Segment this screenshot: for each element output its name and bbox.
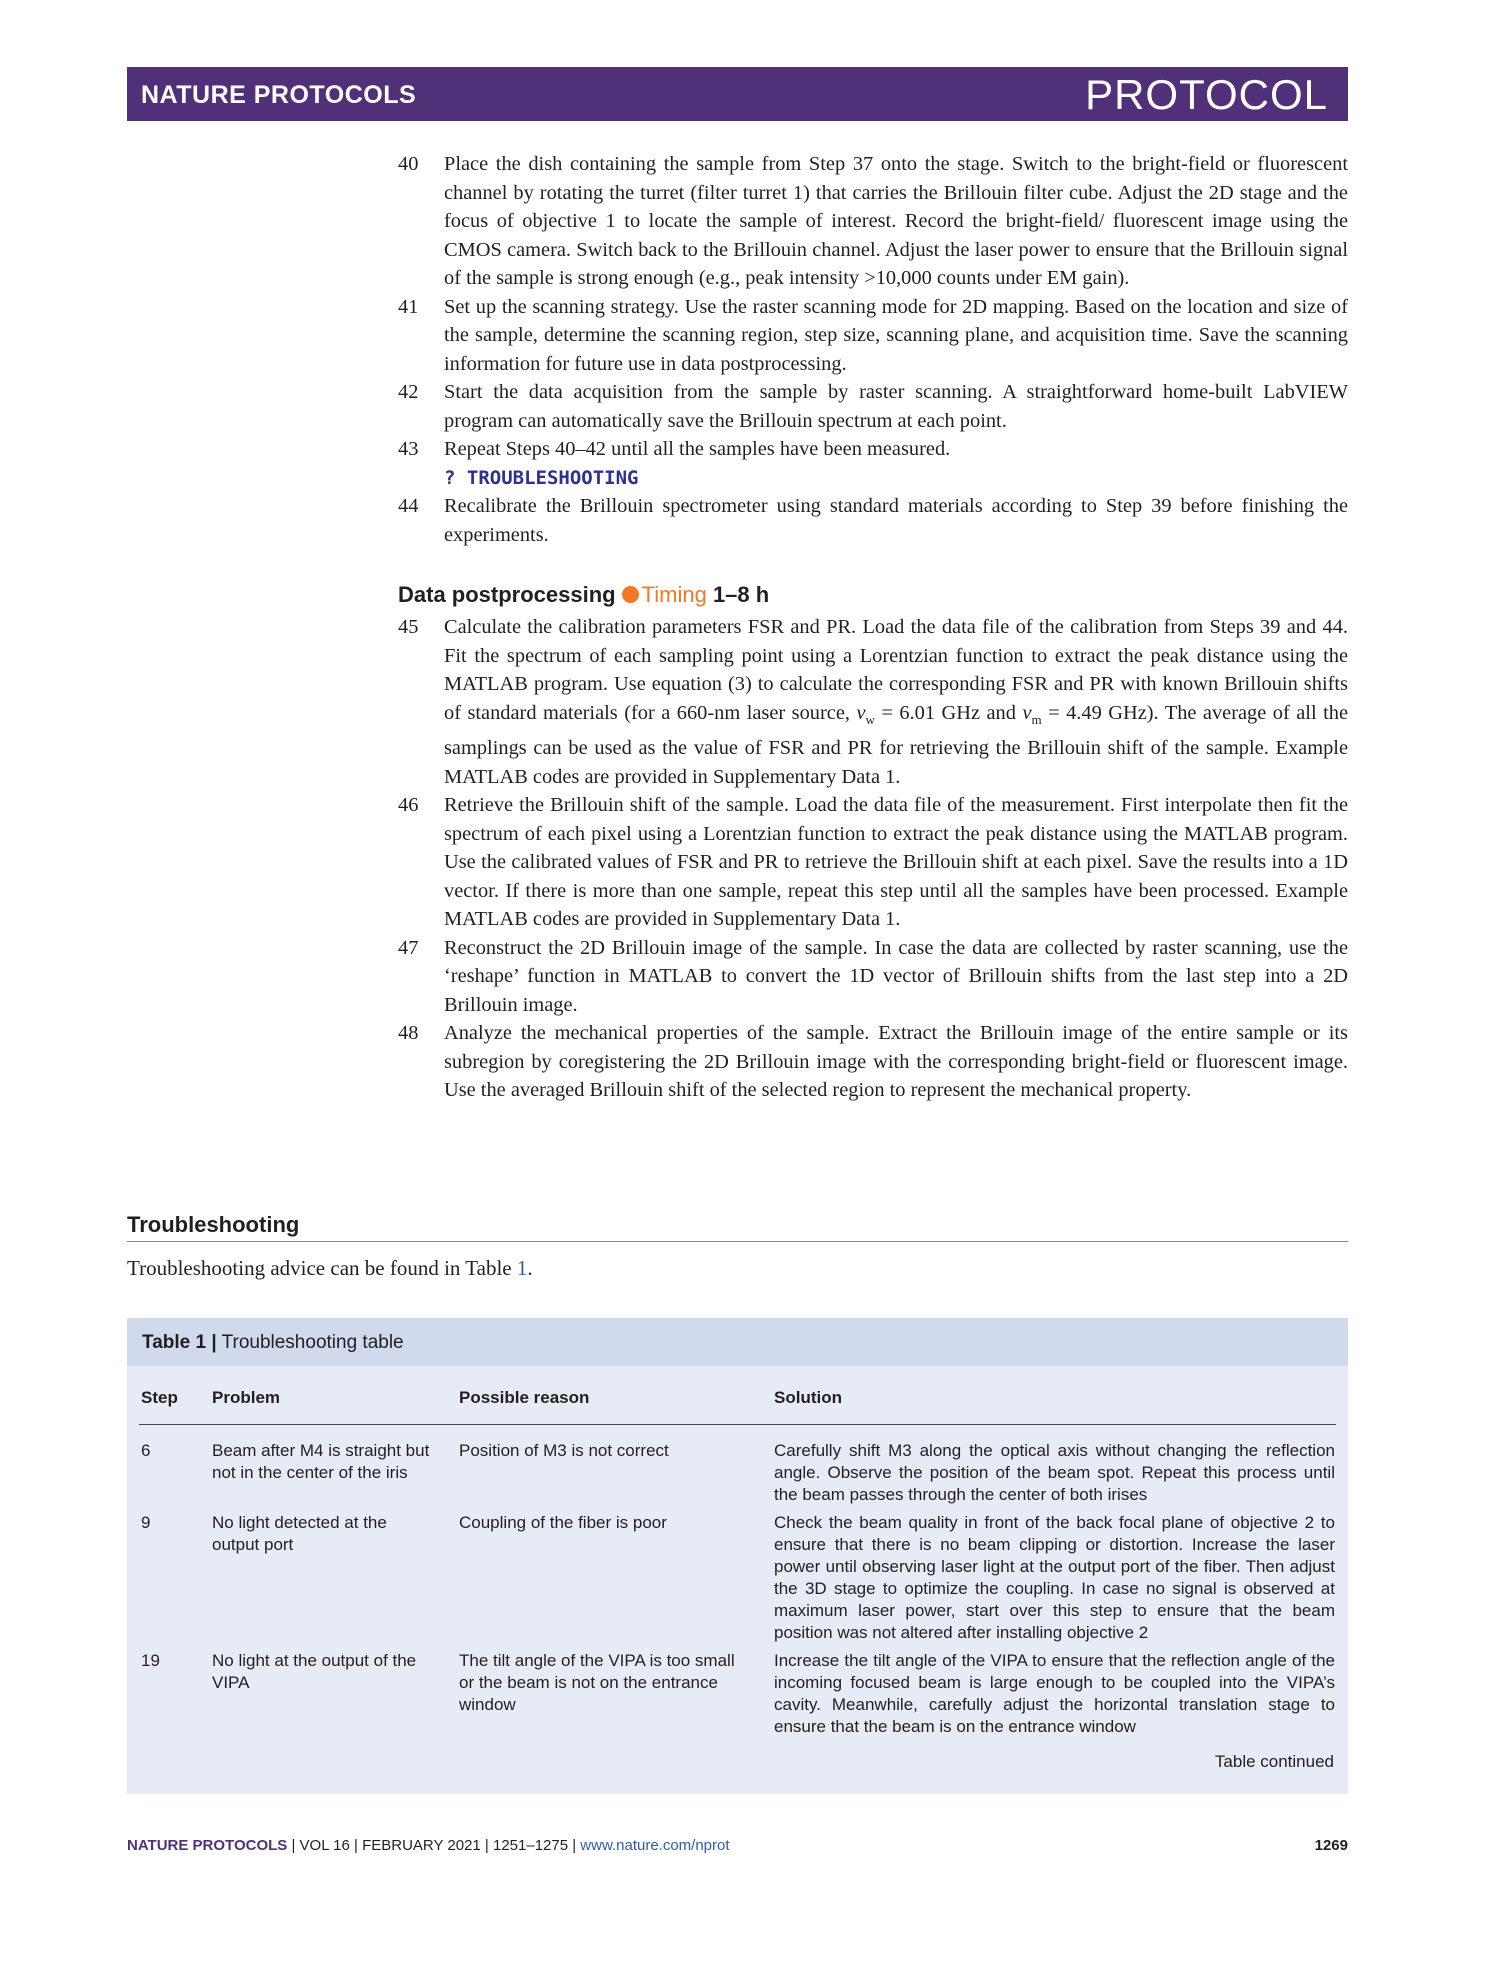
step-43: 43 Repeat Steps 40–42 until all the samples have been measured. ? TROUBLESHOOTING: [398, 438, 951, 489]
table-row-step: 9: [141, 1513, 151, 1532]
timing-value: 1–8 h: [712, 582, 770, 607]
troubleshooting-text: Troubleshooting advice can be found in Table 1.: [127, 1256, 533, 1280]
postprocessing-heading: Data postprocessing Timing 1–8 h: [398, 582, 770, 607]
step-46: 46 Retrieve the Brillouin shift of the sample. Load the data file of the measurement. First interpolate then fit the spectrum of each pixel using a Lorentzian function to extract the peak distance using the MATLAB program. Use the calibrated values of FSR and PR to retrieve the Brillouin shift at each pixel. Save the results into a 1D vector. If there is more than one sample, repeat this step until all the samples have been processed. Example MATLAB codes are provided in Supplementary Data 1.: [398, 794, 1348, 931]
footer-journal: NATURE PROTOCOLS: [127, 1837, 288, 1854]
table-row-solution: Carefully shift M3 along the optical axis without changing the reflection angle. Observe the position of the beam spot. Repeat this process until the beam passes through the center of both irises: [774, 1441, 1335, 1504]
article-type: PROTOCOL: [1085, 71, 1328, 118]
table-row-step: 19: [141, 1651, 160, 1670]
page-header: [127, 67, 1348, 121]
step-text: Repeat Steps 40–42 until all the samples have been measured.: [444, 438, 951, 460]
column-header-reason: Possible reason: [459, 1388, 590, 1407]
step-text: Retrieve the Brillouin shift of the sample. Load the data file of the measurement. First interpolate then fit the spectrum of each pixel using a Lorentzian function to extract the peak distance using the MATLAB program. Use the calibrated values of FSR and PR to retrieve the Brillouin shift at each pixel. Save the results into a 1D vector. If there is more than one sample, repeat this step until all the samples have been processed. Example MATLAB codes are provided in Supplementary Data 1.: [444, 794, 1348, 931]
step-40: 40 Place the dish containing the sample from Step 37 onto the stage. Switch to the bright-field or fluorescent channel by rotating the turret (filter turret 1) that carries the Brillouin filter cube. Adjust the 2D stage and the focus of objective 1 to locate the sample of interest. Record the bright-field/ fluorescent image using the CMOS camera. Switch back to the Brillouin channel. Adjust the laser power to ensure that the Brillouin signal of the sample is strong enough (e.g., peak intensity >10,000 counts under EM gain).: [398, 153, 1348, 289]
step-text: Set up the scanning strategy. Use the raster scanning mode for 2D mapping. Based on the location and size of the sample, determine the scanning region, step size, scanning plane, and acquisition time. Save the scanning information for future use in data postprocessing.: [444, 295, 1348, 375]
step-text: Start the data acquisition from the sample by raster scanning. A straightforward home-built LabVIEW program can automatically save the Brillouin spectrum at each point.: [444, 381, 1348, 432]
step-text: Place the dish containing the sample from Step 37 onto the stage. Switch to the bright-field or fluorescent channel by rotating the turret (filter turret 1) that carries the Brillouin filter cube. Adjust the 2D stage and the focus of objective 1 to locate the sample of interest. Record the bright-field/ fluorescent image using the CMOS camera. Switch back to the Brillouin channel. Adjust the laser power to ensure that the Brillouin signal of the sample is strong enough (e.g., peak intensity >10,000 counts under EM gain).: [444, 153, 1348, 289]
table-continued-note: Table continued: [1214, 1752, 1334, 1771]
table-row-reason: Position of M3 is not correct: [459, 1441, 669, 1460]
table-row-reason: Coupling of the fiber is poor: [459, 1513, 667, 1532]
column-header-solution: Solution: [774, 1388, 842, 1407]
table-reference-link[interactable]: 1: [516, 1256, 528, 1280]
table-row-reason: The tilt angle of the VIPA is too small or the beam is not on the entrance window: [459, 1651, 735, 1714]
journal-name: NATURE PROTOCOLS: [141, 81, 417, 109]
step-45: 45 Calculate the calibration parameters FSR and PR. Load the data file of the calibration from Steps 39 and 44. Fit the spectrum of each sampling point using a Lorentzian function to extract the peak distance using the MATLAB program. Use equation (3) to calculate the corresponding FSR and PR with known Brillouin shifts of standard materials (for a 660-nm laser source, $\nu_w = 6.01$ GHz and $\nu_m = 4.49$ GHz). The average of all the samplings can be used as the value of FSR and PR for retrieving the Brillouin shift of the sample. Example MATLAB codes are provided in Supplementary Data 1.: [398, 616, 1348, 788]
procedure-steps: [398, 150, 1348, 1105]
step-44: 44 Recalibrate the Brillouin spectrometer using standard materials according to Step 39 before finishing the experiments.: [398, 495, 1348, 546]
table-row-step: 6: [141, 1441, 151, 1460]
table-row-problem: No light at the output of the VIPA: [212, 1651, 417, 1692]
troubleshooting-table: [127, 1318, 1348, 1794]
journal-url-link[interactable]: www.nature.com/nprot: [580, 1837, 730, 1854]
page-footer: [127, 1837, 1348, 1854]
step-text: Recalibrate the Brillouin spectrometer using standard materials according to Step 39 before finishing the experiments.: [444, 495, 1348, 546]
step-text: Analyze the mechanical properties of the sample. Extract the Brillouin image of the entire sample or its subregion by coregistering the 2D Brillouin image with the corresponding bright-field or fluorescent image. Use the averaged Brillouin shift of the selected region to represent the mechanical property.: [444, 1022, 1348, 1102]
step-41: 41 Set up the scanning strategy. Use the raster scanning mode for 2D mapping. Based on the location and size of the sample, determine the scanning region, step size, scanning plane, and acquisition time. Save the scanning information for future use in data postprocessing.: [398, 295, 1348, 375]
table-row-solution: Increase the tilt angle of the VIPA to ensure that the reflection angle of the incoming focused beam is large enough to be coupled into the VIPA’s cavity. Meanwhile, carefully adjust the horizontal translation stage to ensure that the beam is on the entrance window: [774, 1651, 1335, 1736]
page-number: 1269: [1314, 1837, 1348, 1854]
column-header-step: Step: [141, 1388, 178, 1407]
table-row-problem: Beam after M4 is straight but not in the center of the iris: [212, 1441, 430, 1482]
step-42: 42 Start the data acquisition from the sample by raster scanning. A straightforward home-built LabVIEW program can automatically save the Brillouin spectrum at each point.: [398, 381, 1348, 432]
troubleshooting-link[interactable]: ? TROUBLESHOOTING: [444, 466, 639, 489]
table-row-problem: No light detected at the output port: [212, 1513, 387, 1554]
column-header-problem: Problem: [212, 1388, 281, 1407]
step-47: 47 Reconstruct the 2D Brillouin image of the sample. In case the data are collected by raster scanning, use the ‘reshape’ function in MATLAB to convert the 1D vector of Brillouin shifts from the last step into a 2D Brillouin image.: [398, 936, 1348, 1016]
step-48: 48 Analyze the mechanical properties of the sample. Extract the Brillouin image of the entire sample or its subregion by coregistering the 2D Brillouin image with the corresponding bright-field or fluorescent image. Use the averaged Brillouin shift of the selected region to represent the mechanical property.: [398, 1022, 1348, 1102]
table-row-solution: Check the beam quality in front of the back focal plane of objective 2 to ensure that there is no beam clipping or distortion. Increase the laser power until observing laser light at the output port of the fiber. Then adjust the 3D stage to optimize the coupling. In case no signal is observed at maximum laser power, start over this step to ensure that the beam position was not altered after installing objective 2: [774, 1513, 1335, 1642]
timing-label: Timing: [641, 582, 707, 607]
table-caption: Table 1 | Troubleshooting table: [127, 1318, 1348, 1366]
step-text: Reconstruct the 2D Brillouin image of the sample. In case the data are collected by raster scanning, use the ‘reshape’ function in MATLAB to convert the 1D vector of Brillouin shifts from the last step into a 2D Brillouin image.: [444, 936, 1348, 1016]
footer-citation: | VOL 16 | FEBRUARY 2021 | 1251–1275 |: [291, 1837, 577, 1854]
troubleshooting-heading: Troubleshooting: [127, 1212, 1348, 1242]
header-divider: [139, 1424, 1336, 1425]
timing-dot-icon: [622, 586, 639, 603]
